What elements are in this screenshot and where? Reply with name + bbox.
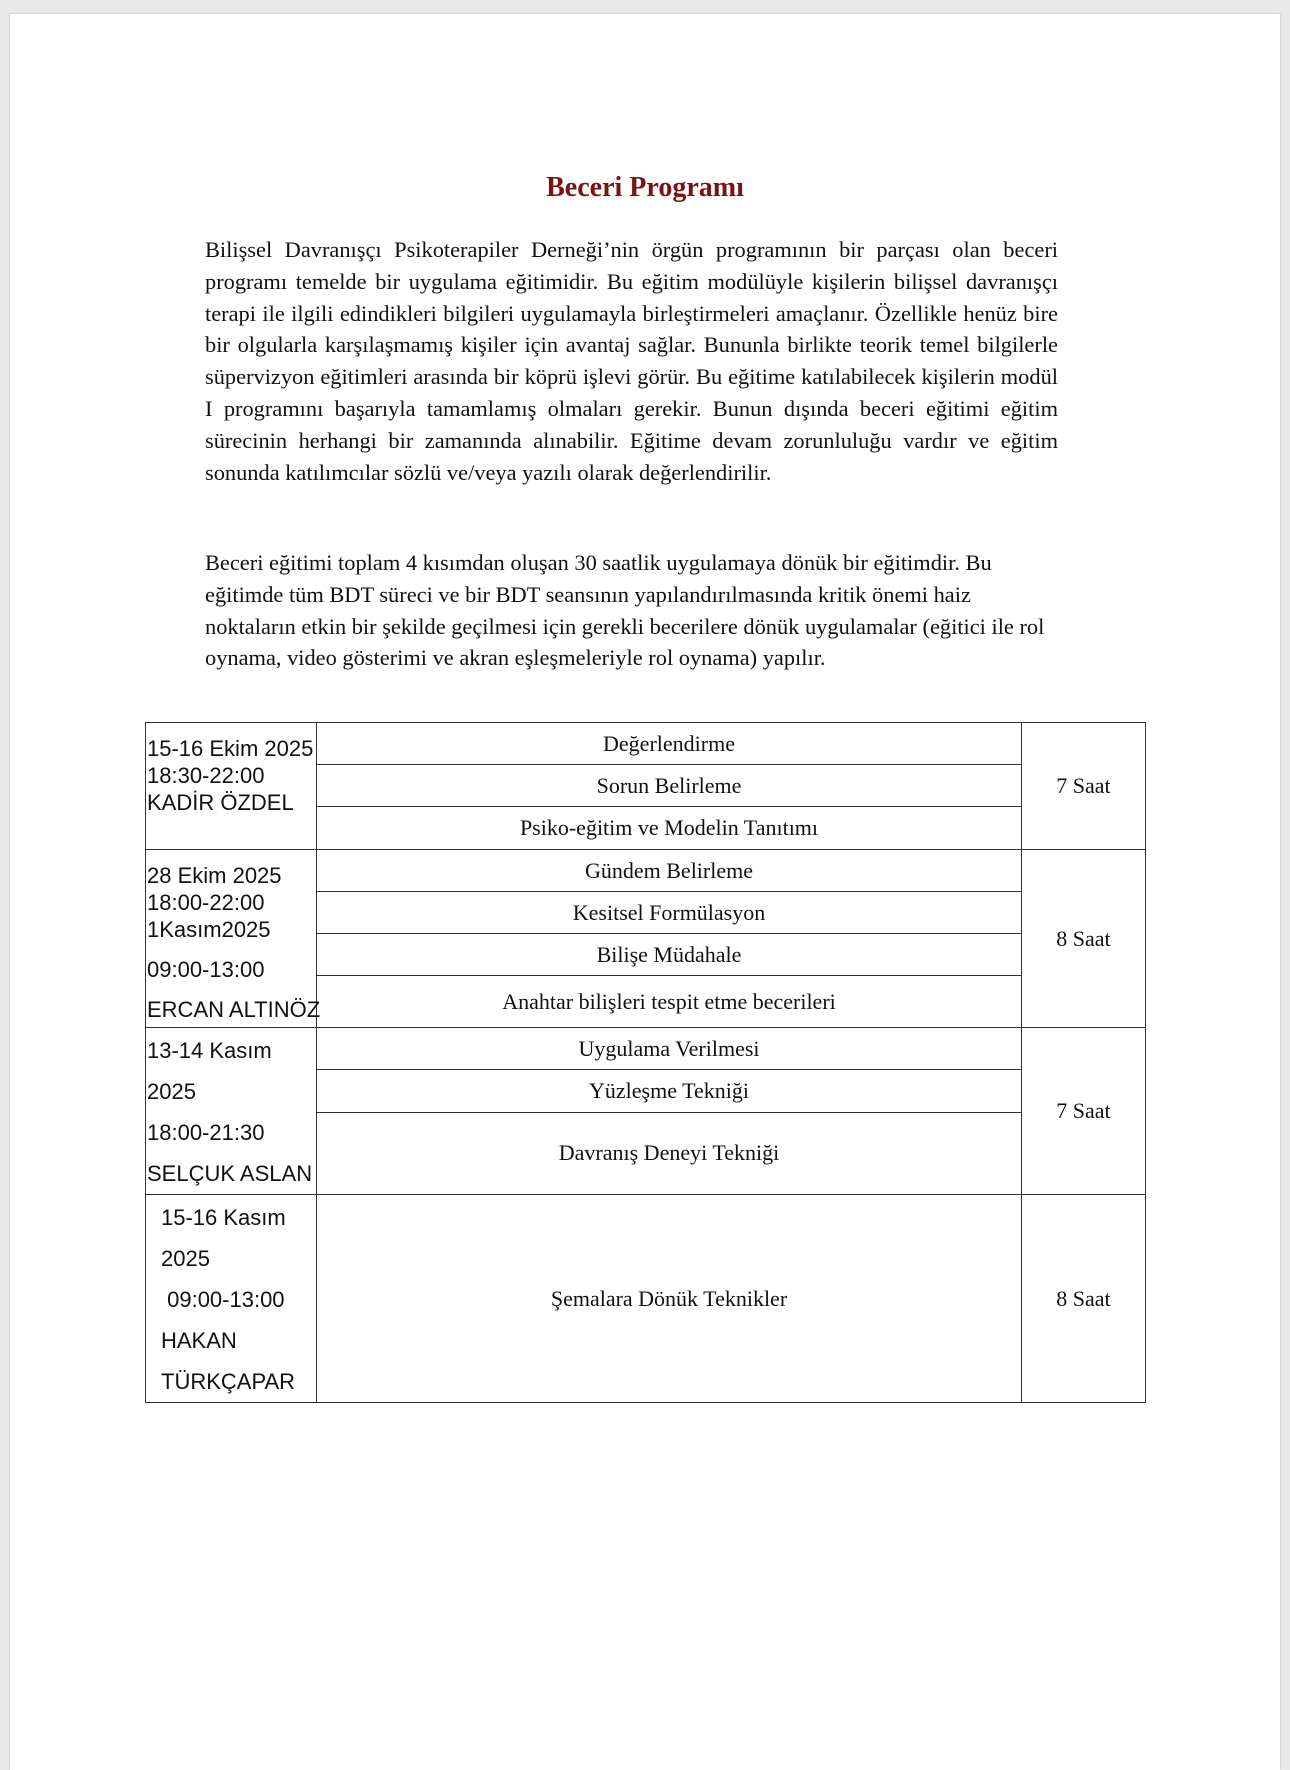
topic-cell: Uygulama Verilmesi (317, 1028, 1022, 1070)
session-year: 2025 (161, 1246, 210, 1271)
topic-cell: Yüzleşme Tekniği (317, 1070, 1022, 1112)
topic-cell: Sorun Belirleme (317, 765, 1022, 807)
session-instructor: HAKAN (161, 1328, 237, 1353)
table-row (146, 850, 1146, 892)
session-date: 1Kasım2025 (147, 917, 271, 942)
session-date: 28 Ekim 2025 (147, 863, 282, 888)
topic-cell: Anahtar bilişleri tespit etme becerileri (317, 976, 1022, 1028)
session-time: 09:00-13:00 (161, 1287, 285, 1312)
topic-cell: Psiko-eğitim ve Modelin Tanıtımı (317, 807, 1022, 850)
table-row (146, 723, 1146, 765)
hours-cell: 7 Saat (1022, 1028, 1146, 1195)
topic-cell: Bilişe Müdahale (317, 934, 1022, 976)
session-time: 18:00-21:30 (147, 1120, 265, 1145)
topic-cell: Kesitsel Formülasyon (317, 892, 1022, 934)
session-instructor: TÜRKÇAPAR (161, 1369, 296, 1394)
topic-cell: Gündem Belirleme (317, 850, 1022, 892)
session-info-cell (146, 1028, 317, 1195)
intro-paragraph: Bilişsel Davranışçı Psikoterapiler Derneği’nin örgün programının bir parçası olan beceri programı temelde bir uygulama eğitimidir. Bu eğitim modülüyle kişilerin bilişsel davranışçı terapi ile ilgili edindikleri bilgileri uygulamayla birleştirmeleri amaçlanır. Özellikle henüz bire bir olgularla karşılaşmamış kişiler için avantaj sağlar. Bununla birlikte teorik temel bilgilerle süpervizyon eğitimleri arasında bir köprü işlevi görür. Bu eğitime katılabilecek kişilerin modül I programını başarıyla tamamlamış olmaları gerekir. Bunun dışında beceri eğitimi eğitim sürecinin herhangi bir zamanında alınabilir. Eğitime devam zorunluluğu vardır ve eğitim sonunda katılımcılar sözlü ve/veya yazılı olarak değerlendirilir. (205, 237, 1058, 485)
hours-cell: 8 Saat (1022, 850, 1146, 1028)
session-time: 18:00-22:00 (147, 890, 265, 915)
topic-cell: Şemalara Dönük Teknikler (317, 1195, 1022, 1403)
table-row (146, 1195, 1146, 1403)
session-date: 13-14 Kasım (147, 1038, 272, 1063)
topic-cell: Davranış Deneyi Tekniği (317, 1112, 1022, 1195)
session-date: 15-16 Kasım (161, 1205, 286, 1230)
page-title: Beceri Programı (546, 172, 744, 203)
table-row (146, 1028, 1146, 1070)
session-instructor: KADİR ÖZDEL (147, 790, 294, 815)
topic-cell: Değerlendirme (317, 723, 1022, 765)
hours-cell: 8 Saat (1022, 1195, 1146, 1403)
description-paragraph: Beceri eğitimi toplam 4 kısımdan oluşan 30 saatlik uygulamaya dönük bir eğitimdir. Bu eğitimde tüm BDT süreci ve bir BDT seansının yapılandırılmasında kritik önemi haiz noktaların etkin bir şekilde geçilmesi için gerekli becerilere dönük uygulamalar (eğitici ile rol oynama, video gösterimi ve akran eşleşmeleriyle rol oynama) yapılır. (205, 550, 1045, 671)
session-info-cell (146, 1195, 317, 1403)
session-year: 2025 (147, 1079, 196, 1104)
schedule-table (145, 722, 1146, 1403)
session-instructor: SELÇUK ASLAN (147, 1161, 313, 1186)
session-date: 15-16 Ekim 2025 (147, 736, 314, 761)
document-page (10, 14, 1280, 1770)
hours-cell: 7 Saat (1022, 723, 1146, 850)
session-info-cell (146, 723, 317, 850)
session-time: 09:00-13:00 (147, 957, 265, 982)
session-instructor: ERCAN ALTINÖZ (147, 997, 321, 1022)
session-time: 18:30-22:00 (147, 763, 265, 788)
session-info-cell (146, 850, 321, 1028)
